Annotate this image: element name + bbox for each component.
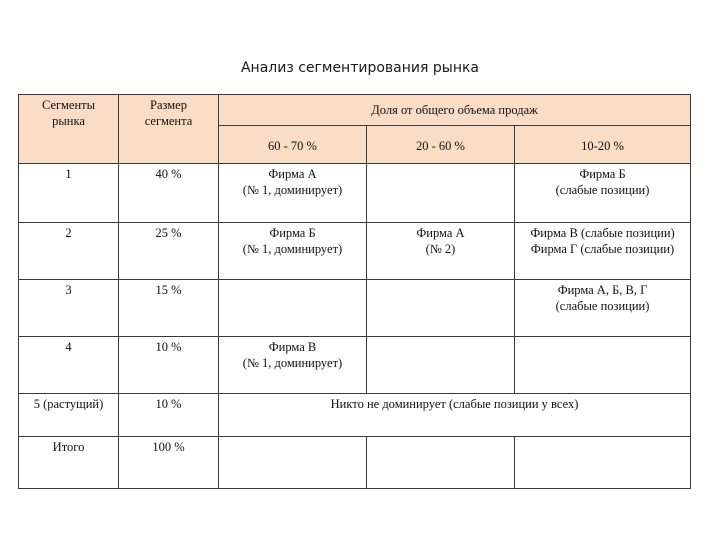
cell-line: Фирма Б bbox=[269, 226, 316, 240]
cell-60-70 bbox=[219, 164, 367, 223]
table-row bbox=[19, 164, 691, 223]
cell-size: 10 % bbox=[119, 394, 219, 437]
cell-line: Фирма Б bbox=[579, 167, 626, 181]
header-size-line1: Размер bbox=[150, 98, 187, 112]
cell-line: (слабые позиции) bbox=[555, 183, 650, 197]
header-segments bbox=[19, 95, 119, 164]
page-title: Анализ сегментирования рынка bbox=[240, 60, 480, 76]
segmentation-table bbox=[18, 94, 691, 489]
cell-10-20 bbox=[515, 337, 691, 394]
table-row bbox=[19, 394, 691, 437]
cell-line: Фирма А, Б, В, Г bbox=[557, 283, 648, 297]
cell-20-60 bbox=[367, 437, 515, 489]
cell-60-70 bbox=[219, 337, 367, 394]
cell-size: 25 % bbox=[119, 223, 219, 280]
cell-segment: 3 bbox=[19, 280, 119, 337]
header-share: Доля от общего объема продаж bbox=[219, 95, 691, 126]
cell-20-60 bbox=[367, 337, 515, 394]
table-row bbox=[19, 337, 691, 394]
cell-line: (слабые позиции) bbox=[555, 299, 650, 313]
cell-line: (№ 2) bbox=[425, 242, 456, 256]
cell-merged-share: Никто не доминирует (слабые позиции у всех) bbox=[219, 394, 691, 437]
cell-10-20 bbox=[515, 437, 691, 489]
cell-20-60 bbox=[367, 223, 515, 280]
cell-line: Фирма А bbox=[416, 226, 465, 240]
cell-size: 100 % bbox=[119, 437, 219, 489]
cell-size: 10 % bbox=[119, 337, 219, 394]
header-size bbox=[119, 95, 219, 164]
cell-line: Фирма А bbox=[268, 167, 317, 181]
cell-20-60 bbox=[367, 280, 515, 337]
cell-10-20 bbox=[515, 223, 691, 280]
header-size-line2: сегмента bbox=[144, 114, 193, 128]
cell-segment: 5 (растущий) bbox=[19, 394, 119, 437]
cell-size: 40 % bbox=[119, 164, 219, 223]
cell-segment: 2 bbox=[19, 223, 119, 280]
table-row bbox=[19, 280, 691, 337]
cell-size: 15 % bbox=[119, 280, 219, 337]
cell-60-70 bbox=[219, 223, 367, 280]
header-segments-line2: рынка bbox=[52, 114, 85, 128]
table-row bbox=[19, 223, 691, 280]
cell-line: (№ 1, доминирует) bbox=[242, 242, 343, 256]
header-segments-line1: Сегменты bbox=[41, 98, 95, 112]
cell-20-60 bbox=[367, 164, 515, 223]
cell-segment: 1 bbox=[19, 164, 119, 223]
cell-10-20 bbox=[515, 280, 691, 337]
cell-60-70 bbox=[219, 437, 367, 489]
cell-line: Фирма Г (слабые позиции) bbox=[530, 242, 675, 256]
cell-segment: Итого bbox=[19, 437, 119, 489]
header-20-60: 20 - 60 % bbox=[367, 126, 515, 164]
header-60-70: 60 - 70 % bbox=[219, 126, 367, 164]
cell-10-20 bbox=[515, 164, 691, 223]
cell-line: Фирма В bbox=[268, 340, 317, 354]
cell-line: (№ 1, доминирует) bbox=[242, 183, 343, 197]
table-row-total bbox=[19, 437, 691, 489]
table-header-row bbox=[19, 95, 691, 126]
cell-60-70 bbox=[219, 280, 367, 337]
cell-line: Фирма В (слабые позиции) bbox=[530, 226, 675, 240]
cell-line: (№ 1, доминирует) bbox=[242, 356, 343, 370]
header-10-20: 10-20 % bbox=[515, 126, 691, 164]
cell-segment: 4 bbox=[19, 337, 119, 394]
